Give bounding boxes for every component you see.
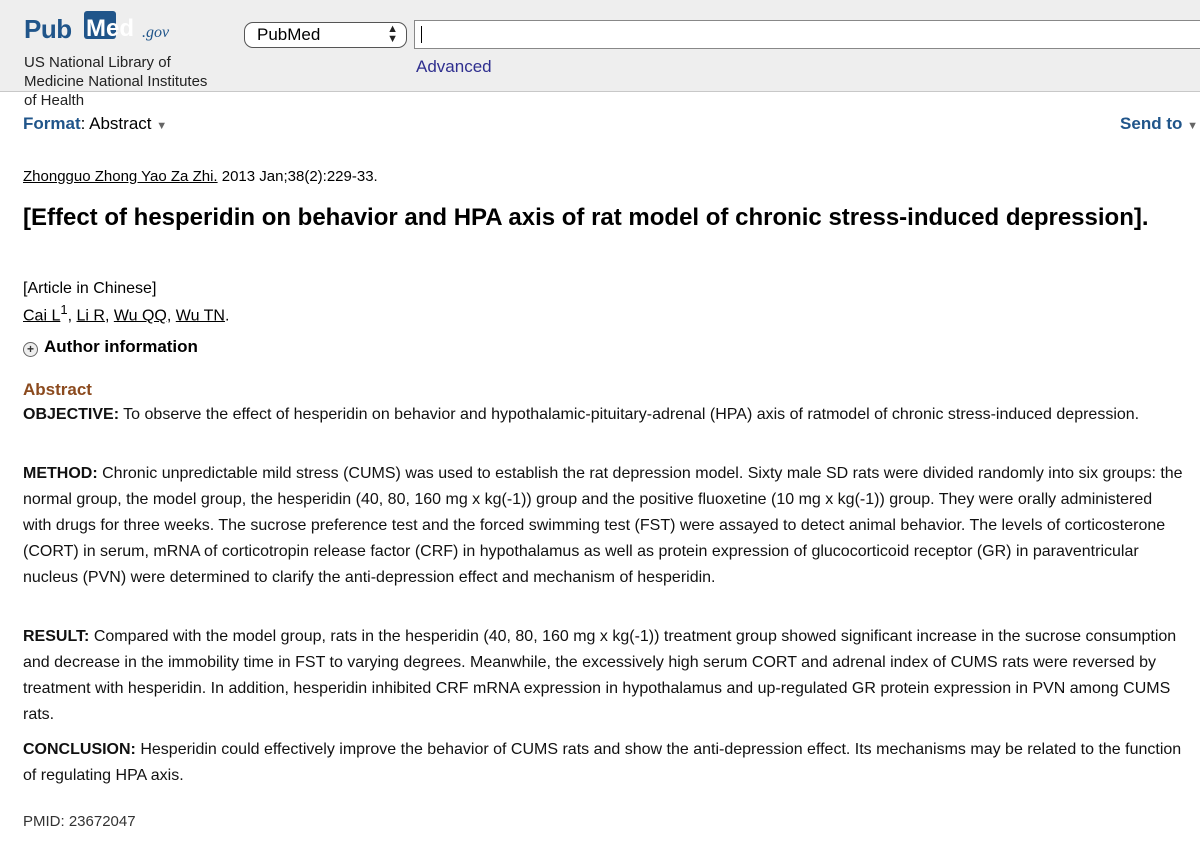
author-link[interactable]: Li R (76, 307, 105, 325)
section-text: Chronic unpredictable mild stress (CUMS) was used to establish the rat depression model. Sixty male SD rats were divided randomly into six groups: the normal group, the model group, the hesperidin (40, 80, 160 mg x kg(-1)) group and the positive fluoxetine (10 mg x kg(-1)) group. They were orally administered with drugs for three weeks. The sucrose preference test and the forced swimming test (FST) were assayed to detect animal behavior. The levels of corticosterone (CORT) in serum, mRNA of corticotropin release factor (CRF) in hypothalamus as well as protein expression of glucocorticoid receptor (GR) in paraventricular nucleus (PVN) were determined to clarify the anti-depression effect and mechanism of hesperidin. (23, 465, 1183, 586)
send-to-label: Send to (1120, 114, 1183, 133)
pmid: PMID: 23672047 (23, 813, 136, 830)
format-label: Format (23, 114, 81, 133)
format-menu[interactable]: Format: Abstract ▼ (23, 114, 168, 133)
send-to-menu[interactable] (1120, 114, 1198, 134)
author-list: Cai $L^1$, Li R, Wu QQ, Wu TN. (23, 302, 230, 325)
advanced-search-link[interactable]: Advanced (416, 57, 492, 76)
section-label: RESULT: (23, 628, 90, 645)
org-line: of Health (24, 92, 85, 109)
author-link[interactable]: Wu QQ (113, 307, 167, 325)
logo-med: Med (86, 15, 134, 42)
author-link[interactable]: Cai L (23, 307, 61, 325)
section-label: OBJECTIVE: (23, 406, 120, 423)
header (0, 0, 1200, 109)
author-information-label: Author information (44, 337, 198, 356)
citation-details: 2013 Jan;38(2):229-33. (221, 168, 378, 185)
database-select[interactable] (244, 22, 407, 48)
author-link[interactable]: Wu TN (175, 307, 225, 325)
expand-plus-icon: + (23, 342, 38, 357)
search-input[interactable] (414, 20, 1200, 49)
chevron-down-icon: ▼ (1187, 120, 1198, 132)
chevron-down-icon: ▼ (156, 120, 168, 132)
text-caret (421, 26, 422, 43)
abstract-result (23, 624, 1183, 728)
section-label: CONCLUSION: (23, 741, 136, 758)
section-label: METHOD: (23, 465, 98, 482)
section-text: Hesperidin could effectively improve the behavior of CUMS rats and show the anti-depression effect. Its mechanisms may be related to the function of regulating HPA axis. (23, 741, 1182, 784)
author-affiliation-sup: 1 (60, 302, 68, 317)
language-note: [Article in Chinese] (23, 280, 157, 297)
format-value: Abstract (89, 114, 152, 133)
logo-gov: .gov (142, 24, 170, 41)
section-text: To observe the effect of hesperidin on behavior and hypothalamic-pituitary-adrenal (HPA) axis of ratmodel of chronic stress-induced depression. (123, 406, 1140, 423)
article-title: [Effect of hesperidin on behavior and HPA axis of rat model of chronic stress-induced depression]. (23, 204, 1149, 231)
select-arrows-icon: ▲ ▼ (387, 23, 398, 45)
logo-pub: Pub (24, 14, 72, 44)
org-line: US National Library of (24, 54, 171, 71)
section-text: Compared with the model group, rats in the hesperidin (40, 80, 160 mg x kg(-1)) treatment group showed significant increase in the sucrose consumption and decrease in the immobility time in FST to varying degrees. Meanwhile, the excessively high serum CORT and adrenal index of CUMS rats were reversed by treatment with hesperidin. In addition, hesperidin inhibited CRF mRNA expression in hypothalamus and up-regulated GR protein expression in PVN among CUMS rats. (23, 628, 1177, 723)
database-select-value: PubMed (257, 25, 321, 44)
abstract-heading: Abstract (23, 380, 92, 399)
abstract-objective (23, 402, 1183, 428)
organization-name (24, 53, 244, 110)
org-line: Medicine National Institutes (24, 73, 208, 90)
abstract-conclusion (23, 737, 1183, 789)
journal-link[interactable]: Zhongguo Zhong Yao Za Zhi. (23, 168, 218, 185)
author-information-toggle[interactable] (23, 337, 198, 357)
pubmed-logo[interactable] (24, 8, 224, 44)
abstract-method (23, 461, 1183, 591)
citation (23, 168, 378, 185)
